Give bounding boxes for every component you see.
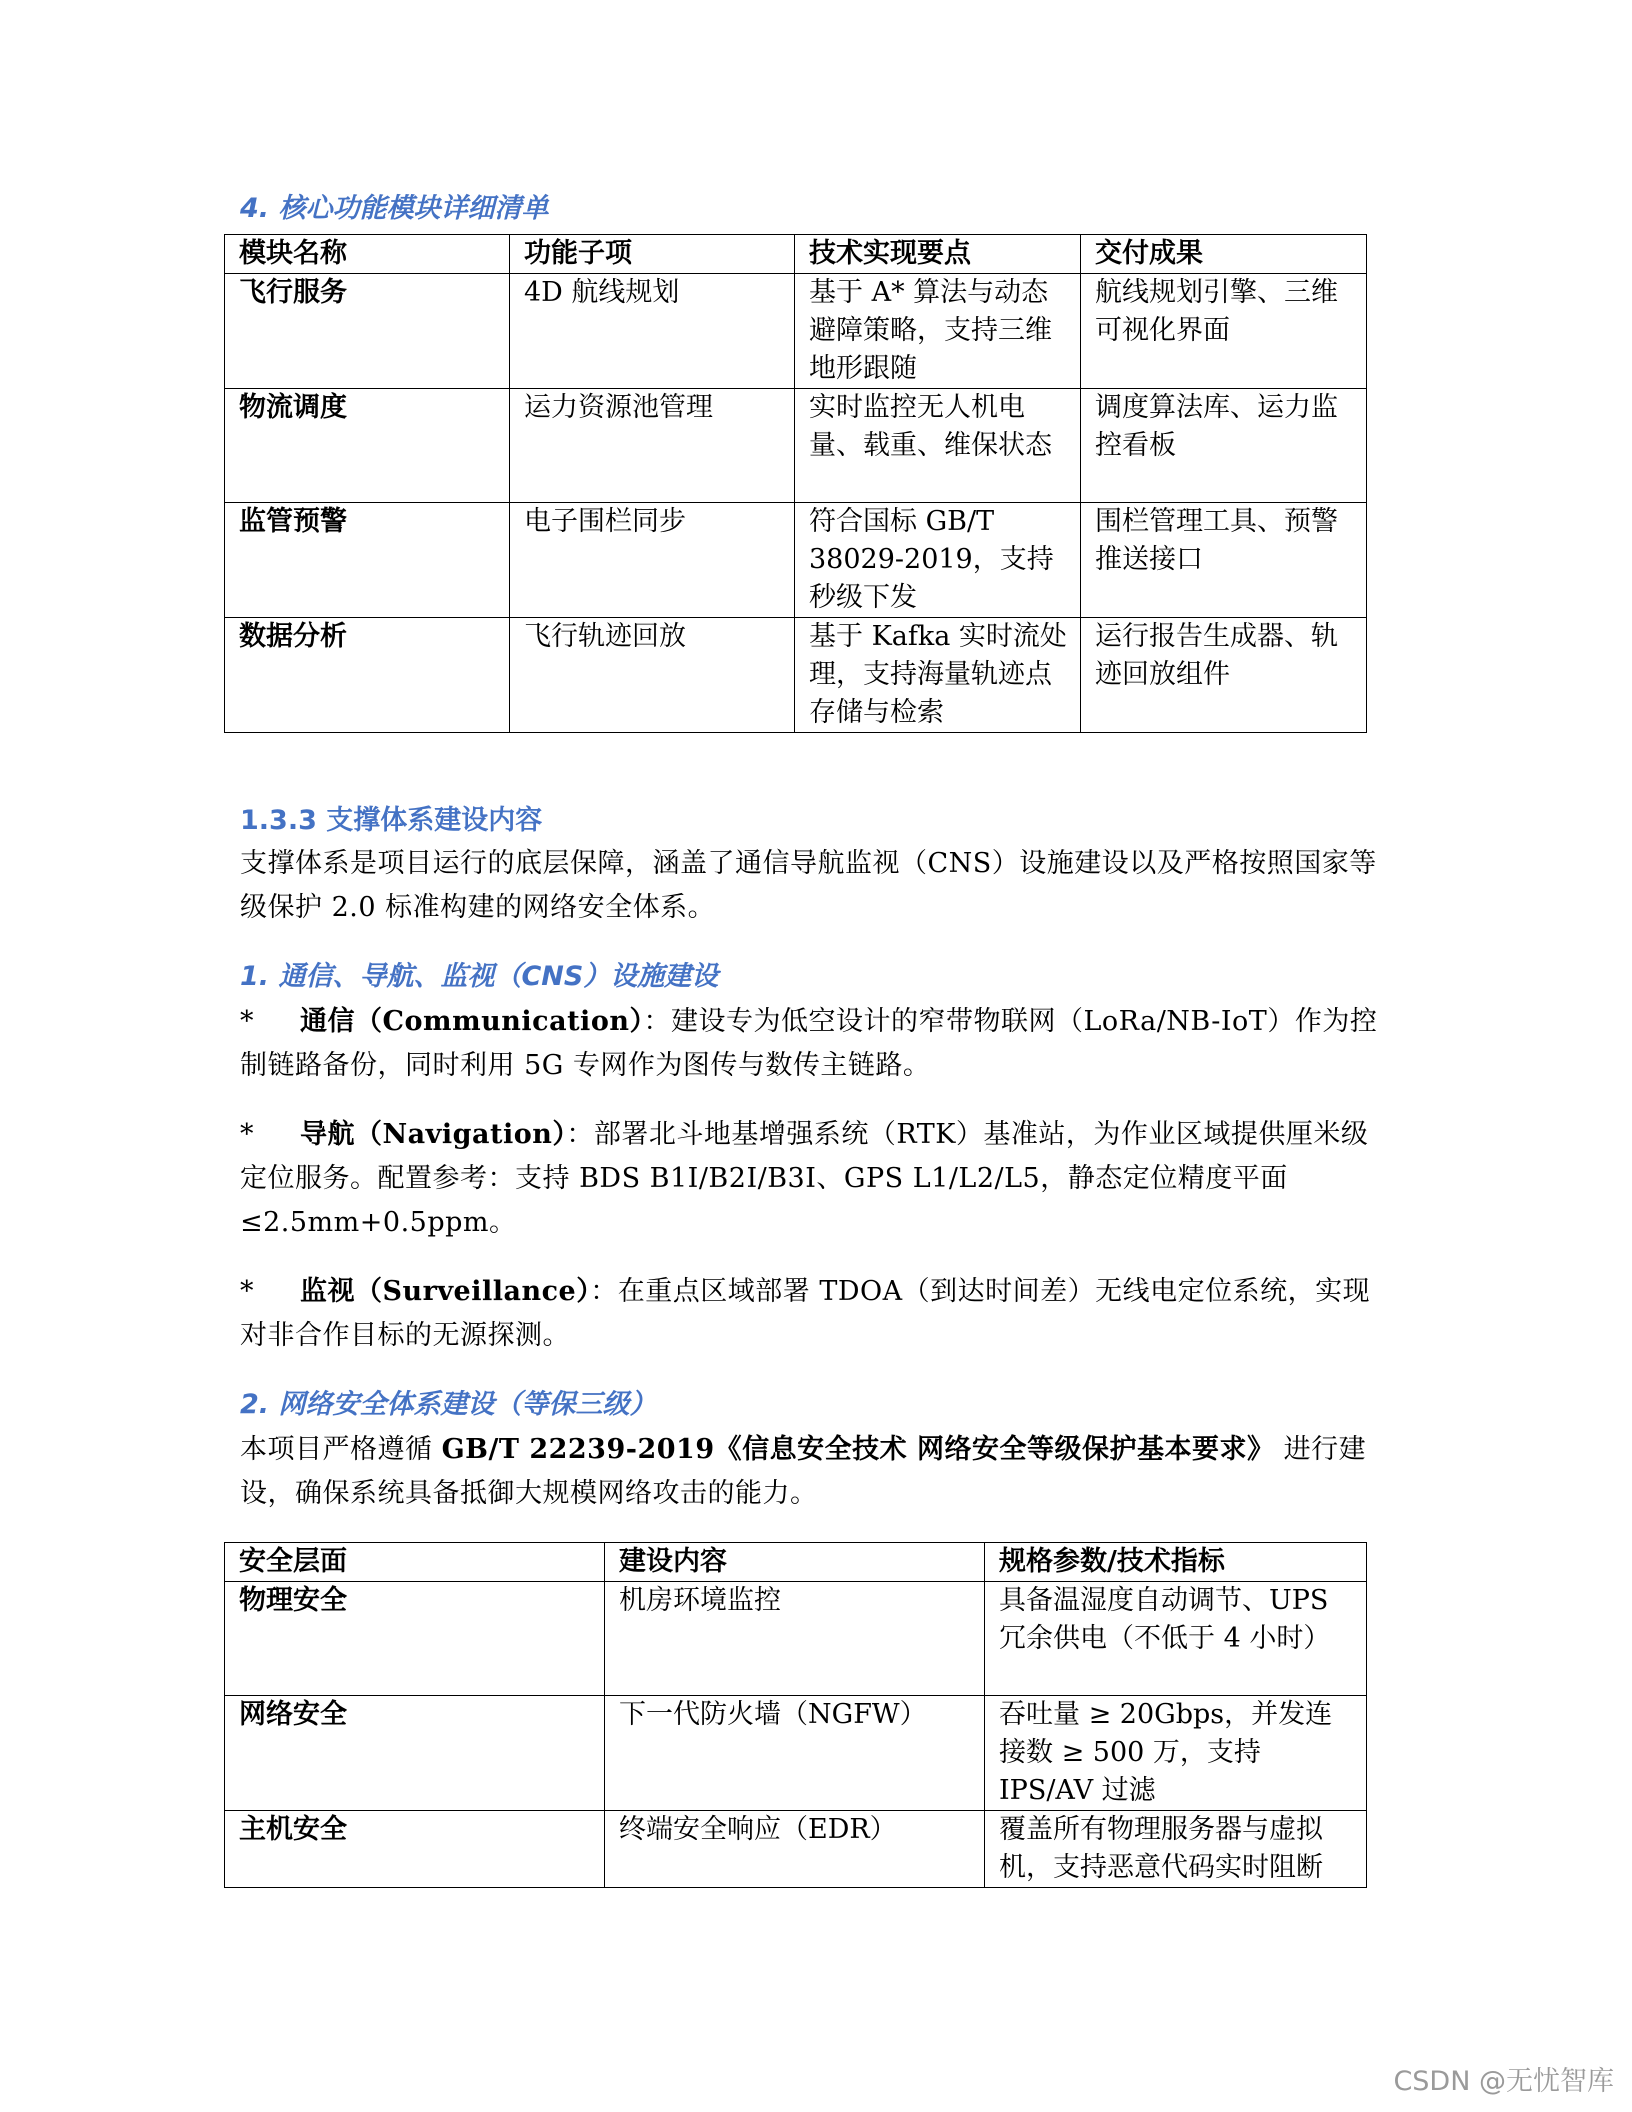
bullet-label: 通信（Communication） [300, 1006, 644, 1037]
bullet-marker: * [240, 1119, 254, 1150]
table-cell: 实时监控无人机电量、载重、维保状态 [795, 389, 1081, 503]
security-table [224, 1542, 1367, 1888]
security-intro-suffix: 进行建设，确保系统具备抵御大规模网络攻击的能力。 [240, 1434, 1367, 1509]
security-heading: 2. 网络安全体系建设（等保三级） [240, 1389, 657, 1420]
table-cell: 物理安全 [225, 1582, 605, 1696]
table-cell: 机房环境监控 [605, 1582, 985, 1696]
column-header: 安全层面 [225, 1543, 605, 1582]
security-standard-name: GB/T 22239-2019《信息安全技术 网络安全等级保护基本要求》 [441, 1434, 1275, 1465]
bullet-marker: * [240, 1276, 254, 1307]
table-cell: 飞行服务 [225, 274, 510, 389]
section-133-intro: 支撑体系是项目运行的底层保障，涵盖了通信导航监视（CNS）设施建设以及严格按照国家等级保护 2.0 标准构建的网络安全体系。 [240, 848, 1377, 923]
table-row [225, 389, 1367, 503]
table-cell: 覆盖所有物理服务器与虚拟机，支持恶意代码实时阻断 [985, 1811, 1367, 1888]
table-header-row [225, 1543, 1367, 1582]
table-cell: 航线规划引擎、三维可视化界面 [1081, 274, 1367, 389]
bullet-surveillance [240, 1270, 1390, 1358]
table-cell: 具备温湿度自动调节、UPS 冗余供电（不低于 4 小时） [985, 1582, 1367, 1696]
table-cell: 运行报告生成器、轨迹回放组件 [1081, 618, 1367, 733]
table-cell: 运力资源池管理 [510, 389, 795, 503]
security-intro-prefix: 本项目严格遵循 [240, 1434, 442, 1465]
table-cell: 符合国标 GB/T 38029-2019，支持秒级下发 [795, 503, 1081, 618]
table-cell: 网络安全 [225, 1696, 605, 1811]
table-cell: 调度算法库、运力监控看板 [1081, 389, 1367, 503]
column-header: 功能子项 [510, 235, 795, 274]
table-cell: 围栏管理工具、预警推送接口 [1081, 503, 1367, 618]
column-header: 模块名称 [225, 235, 510, 274]
table-cell: 基于 A* 算法与动态避障策略，支持三维地形跟随 [795, 274, 1081, 389]
csdn-watermark: CSDN @无忧智库 [1393, 2066, 1614, 2097]
table-row [225, 1696, 1367, 1811]
column-header: 规格参数/技术指标 [985, 1543, 1367, 1582]
bullet-marker: * [240, 1006, 254, 1037]
bullet-navigation [240, 1113, 1390, 1245]
column-header: 交付成果 [1081, 235, 1367, 274]
bullet-text: ：建设专为低空设计的窄带物联网（LoRa/NB-IoT）作为控制链路备份，同时利用 5G 专网作为图传与数传主链路。 [240, 1006, 1378, 1081]
column-header: 建设内容 [605, 1543, 985, 1582]
table-cell: 数据分析 [225, 618, 510, 733]
section-133-heading: 1.3.3 支撑体系建设内容 [240, 805, 543, 836]
table-cell: 飞行轨迹回放 [510, 618, 795, 733]
security-intro [240, 1428, 1390, 1516]
bullet-text: ：部署北斗地基增强系统（RTK）基准站，为作业区域提供厘米级定位服务。配置参考：支持 BDS B1I/B2I/B3I、GPS L1/L2/L5，静态定位精度平面≤2.5mm+0.5ppm。 [240, 1119, 1369, 1238]
table-cell: 物流调度 [225, 389, 510, 503]
table-row [225, 503, 1367, 618]
table-cell: 主机安全 [225, 1811, 605, 1888]
table-header-row [225, 235, 1367, 274]
table-row [225, 618, 1367, 733]
table-row [225, 274, 1367, 389]
bullet-label: 导航（Navigation） [300, 1119, 567, 1150]
bullet-communication [240, 1000, 1390, 1088]
column-header: 技术实现要点 [795, 235, 1081, 274]
bullet-label: 监视（Surveillance） [300, 1276, 591, 1307]
table-cell: 监管预警 [225, 503, 510, 618]
table-cell: 基于 Kafka 实时流处理，支持海量轨迹点存储与检索 [795, 618, 1081, 733]
table-cell: 4D 航线规划 [510, 274, 795, 389]
table-cell: 终端安全响应（EDR） [605, 1811, 985, 1888]
cns-heading: 1. 通信、导航、监视（CNS）设施建设 [240, 961, 719, 992]
table-cell: 吞吐量 ≥ 20Gbps，并发连接数 ≥ 500 万，支持 IPS/AV 过滤 [985, 1696, 1367, 1811]
core-modules-table [224, 234, 1367, 733]
table-cell: 电子围栏同步 [510, 503, 795, 618]
section-4-heading: 4. 核心功能模块详细清单 [240, 193, 549, 224]
bullet-text: ：在重点区域部署 TDOA（到达时间差）无线电定位系统，实现对非合作目标的无源探测。 [240, 1276, 1371, 1351]
table-row [225, 1811, 1367, 1888]
table-cell: 下一代防火墙（NGFW） [605, 1696, 985, 1811]
table-row [225, 1582, 1367, 1696]
